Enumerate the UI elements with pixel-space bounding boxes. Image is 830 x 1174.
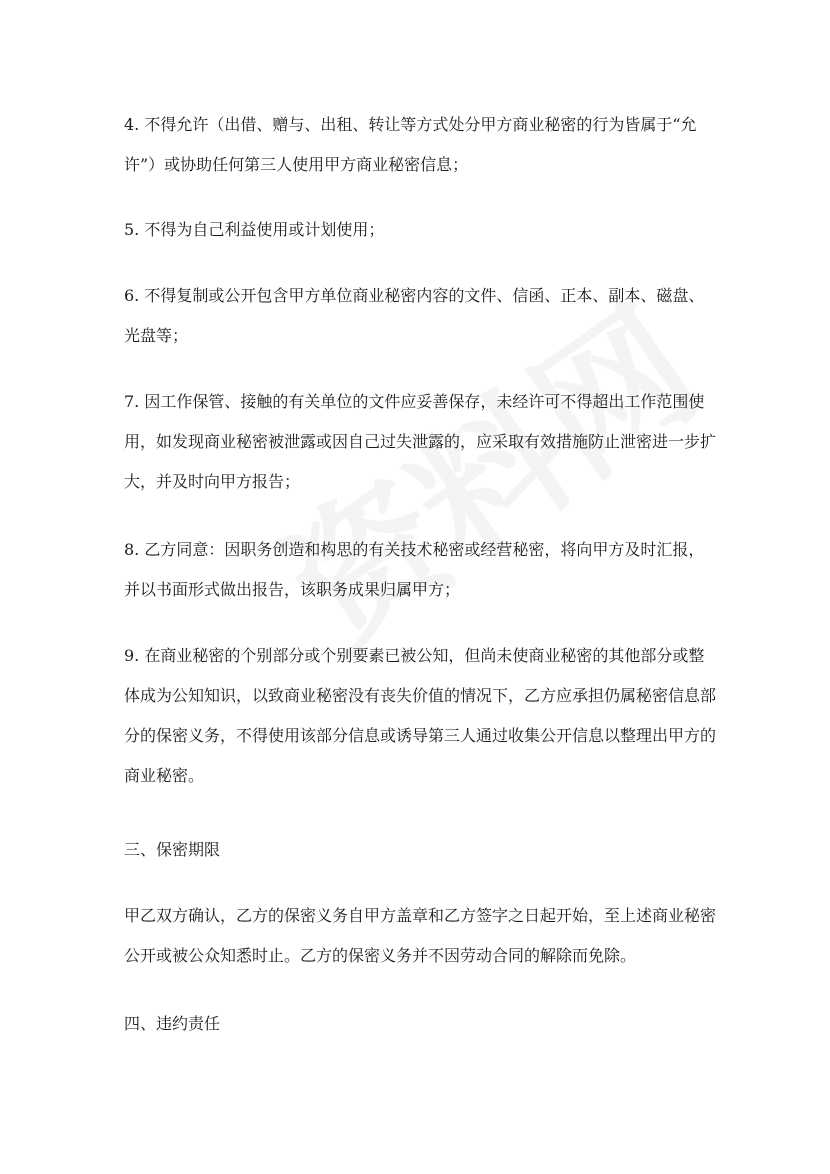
section-3-text: 甲乙双方确认，乙方的保密义务自甲方盖章和乙方签字之日起开始，至上述商业秘密公开或被公众知悉时止。乙方的保密义务并不因劳动合同的解除而免除。 [124, 906, 717, 965]
clause-4: 4. 不得允许（出借、赠与、出租、转让等方式处分甲方商业秘密的行为皆属于“允许”）或协助任何第三人使用甲方商业秘密信息； [124, 115, 697, 174]
section-4-heading: 四、违约责任 [124, 1014, 221, 1033]
clause-5: 5. 不得为自己利益使用或计划使用； [124, 220, 385, 239]
section-3-heading: 三、保密期限 [124, 840, 221, 859]
clause-7: 7. 因工作保管、接触的有关单位的文件应妥善保存，未经许可不得超出工作范围使用，如发现商业秘密被泄露或因自己过失泄露的，应采取有效措施防止泄密进一步扩大，并及时向甲方报告； [124, 392, 717, 491]
clause-6: 6. 不得复制或公开包含甲方单位商业秘密内容的文件、信函、正本、副本、磁盘、光盘等； [124, 286, 705, 345]
clause-9: 9. 在商业秘密的个别部分或个别要素已被公知，但尚未使商业秘密的其他部分或整体成为公知知识，以致商业秘密没有丧失价值的情况下，乙方应承担仍属秘密信息部分的保密义务，不得使用该部分信息或诱导第三人通过收集公开信息以整理出甲方的商业秘密。 [124, 646, 717, 785]
clause-8: 8. 乙方同意：因职务创造和构思的有关技术秘密或经营秘密，将向甲方及时汇报，并以书面形式做出报告，该职务成果归属甲方； [124, 540, 705, 599]
